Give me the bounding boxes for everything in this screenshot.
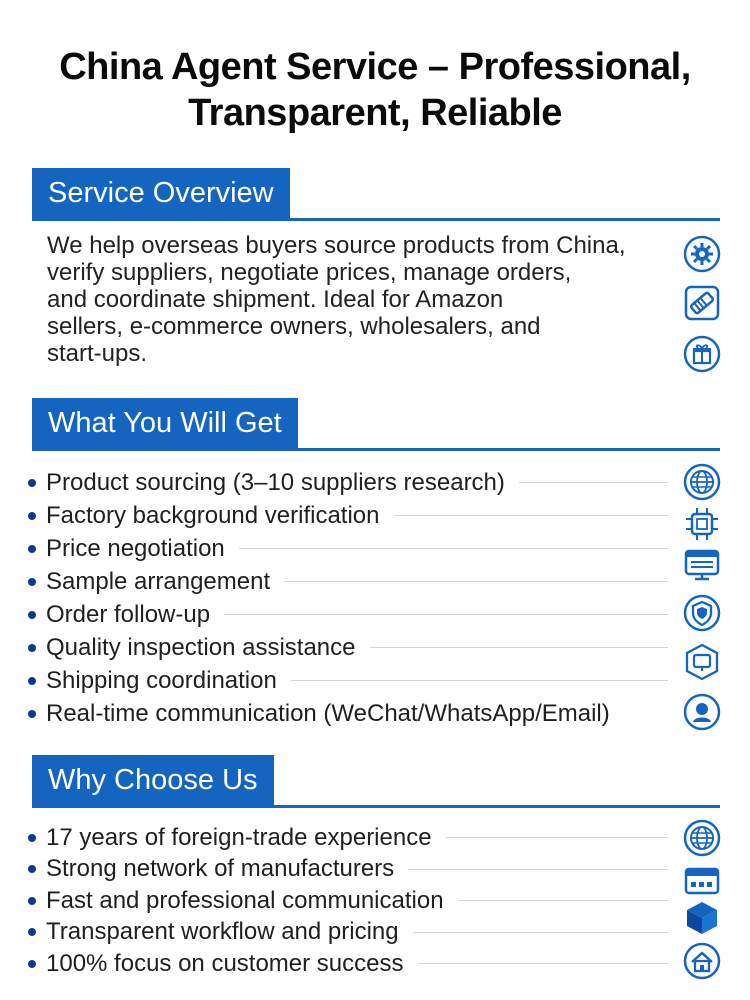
chip-icon	[683, 505, 721, 543]
list-item-text: Factory background verification	[46, 501, 380, 529]
list-item	[22, 854, 668, 886]
overview-line: sellers, e-commerce owners, wholesalers, and	[47, 313, 541, 340]
bullet	[28, 545, 36, 553]
divider	[408, 869, 668, 870]
divider	[413, 932, 668, 933]
divider	[394, 515, 669, 516]
bullet	[28, 479, 36, 487]
bullet	[28, 578, 36, 586]
overview-line: We help overseas buyers source products from China,	[47, 232, 626, 259]
divider	[284, 581, 668, 582]
pin-icon	[683, 693, 721, 731]
globe-icon	[683, 819, 721, 857]
screen-icon	[683, 643, 721, 681]
list-item-text: Quality inspection assistance	[46, 633, 356, 661]
section-heading-get: What You Will Get	[32, 398, 298, 448]
list-item	[22, 948, 668, 980]
get-list	[22, 466, 668, 730]
list-item	[22, 917, 668, 949]
list-item	[22, 565, 668, 598]
list-item-text: 17 years of foreign-trade experience	[46, 823, 432, 851]
list-item	[22, 499, 668, 532]
divider	[418, 963, 668, 964]
list-item-text: Fast and professional communication	[46, 886, 444, 914]
bullet	[28, 834, 36, 842]
list-item-text: 100% focus on customer success	[46, 949, 404, 977]
list-item-text: Price negotiation	[46, 534, 225, 562]
list-item-text: Real-time communication (WeChat/WhatsApp/Email)	[46, 699, 610, 727]
page-title-line-1: China Agent Service – Professional,	[59, 46, 691, 88]
bullet	[28, 512, 36, 520]
divider	[239, 548, 668, 549]
list-item	[22, 466, 668, 499]
bullet	[28, 677, 36, 685]
divider	[519, 482, 668, 483]
section-heading-overview: Service Overview	[32, 168, 290, 218]
monitor-list-icon	[683, 546, 721, 584]
section-header-overview	[32, 168, 720, 221]
divider	[224, 614, 668, 615]
section-header-get	[32, 398, 720, 451]
section-heading-why: Why Choose Us	[32, 755, 274, 805]
bullet	[28, 928, 36, 936]
why-list	[22, 822, 668, 980]
divider	[458, 900, 668, 901]
bullet	[28, 644, 36, 652]
divider	[291, 680, 668, 681]
page-title	[0, 44, 750, 136]
list-item-text: Strong network of manufacturers	[46, 855, 395, 883]
home-icon	[683, 942, 721, 980]
list-item	[22, 885, 668, 917]
list-item	[22, 697, 668, 730]
list-item	[22, 822, 668, 854]
list-item-text: Product sourcing (3–10 suppliers research)	[46, 468, 505, 496]
list-item	[22, 631, 668, 664]
bullet	[28, 865, 36, 873]
bullet	[28, 710, 36, 718]
list-item	[22, 664, 668, 697]
overview-line: and coordinate shipment. Ideal for Amazon	[47, 286, 504, 313]
list-item-text: Order follow-up	[46, 600, 211, 628]
bullet	[28, 611, 36, 619]
card-icon	[683, 862, 721, 900]
list-item-text: Sample arrangement	[46, 567, 271, 595]
overview-line: verify suppliers, negotiate prices, manage orders,	[47, 259, 572, 286]
list-item-text: Transparent workflow and pricing	[46, 918, 399, 946]
divider	[446, 837, 668, 838]
bullet	[28, 960, 36, 968]
list-item	[22, 532, 668, 565]
bullet	[28, 897, 36, 905]
box-icon	[683, 899, 721, 937]
gear-icon	[683, 235, 721, 273]
page-title-line-2: Transparent, Reliable	[188, 92, 562, 134]
overview-line: start-ups.	[47, 340, 148, 367]
shield-icon	[683, 594, 721, 632]
gift-icon	[683, 335, 721, 373]
divider	[370, 647, 669, 648]
overview-paragraph	[47, 232, 667, 367]
list-item-text: Shipping coordination	[46, 666, 277, 694]
list-item	[22, 598, 668, 631]
section-header-why	[32, 755, 720, 808]
tag-icon	[683, 284, 721, 322]
globe-icon	[683, 463, 721, 501]
